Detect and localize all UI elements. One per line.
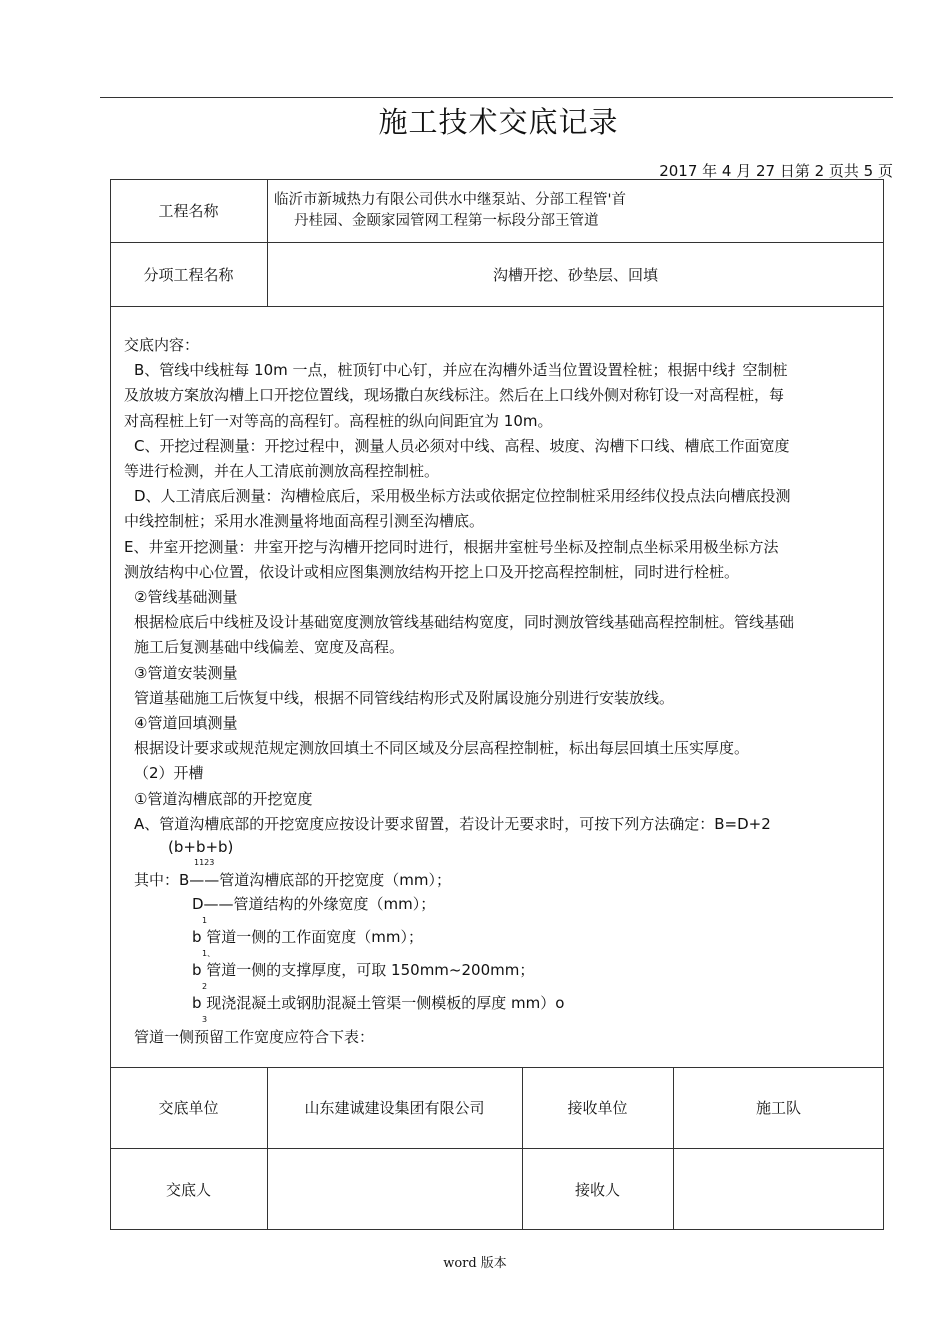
content-paragraph: 测放结构中心位置，依设计或相应图集测放结构开挖上口及开挖高程控制桩，同时进行栓桩。 bbox=[124, 562, 740, 581]
document-title: 施工技术交底记录 bbox=[378, 105, 619, 139]
receiver-unit-value: 施工队 bbox=[755, 1099, 801, 1117]
definition-line: b 管道一侧的支撑厚度，可取 150mm~200mm； bbox=[192, 961, 535, 980]
issuer-person-label: 交底人 bbox=[165, 1180, 211, 1199]
project-name-line-2: 丹桂园、金颐家园管网工程第一标段分部王管道 bbox=[294, 213, 599, 229]
project-name-label: 工程名称 bbox=[158, 202, 219, 220]
definition-subscript: 2 bbox=[202, 982, 208, 992]
content-paragraph: E、井室开挖测量：井室开挖与沟槽开挖同时进行，根据井室桩号坐标及控制点坐标采用极坐标方法 bbox=[124, 537, 779, 556]
section-heading: ③管道安装测量 bbox=[134, 663, 238, 682]
formula-term: (b+b+b) bbox=[168, 838, 234, 857]
issuer-person-value bbox=[267, 1148, 522, 1230]
project-name-value bbox=[274, 190, 626, 232]
content-paragraph: B、管线中线桩每 10m 一点，桩顶钉中心钉，并应在沟槽外适当位置设置栓桩；根据中线扌空制桩 bbox=[134, 361, 788, 380]
row-divider-2 bbox=[110, 306, 884, 307]
receiver-person-value bbox=[673, 1148, 884, 1230]
content-paragraph: A、管道沟槽底部的开挖宽度应按设计要求留置，若设计无要求时，可按下列方法确定：B=D+2 bbox=[134, 814, 771, 833]
definition-line: 其中：B——管道沟槽底部的开挖宽度（mm）； bbox=[134, 871, 452, 890]
definition-line: b 管道一侧的工作面宽度（mm）； bbox=[192, 928, 424, 947]
section-heading: ①管道沟槽底部的开挖宽度 bbox=[134, 789, 313, 808]
issuer-unit-label: 交底单位 bbox=[158, 1099, 219, 1117]
content-paragraph: 及放坡方案放沟槽上口开挖位置线，现场撒白灰线标注。然后在上口线外侧对称钉设一对高程桩，每 bbox=[124, 386, 785, 405]
subproject-name-label: 分项工程名称 bbox=[143, 265, 234, 284]
content-heading: 交底内容： bbox=[124, 336, 200, 354]
content-paragraph: 根据设计要求或规范规定测放回填土不同区域及分层高程控制桩，标出每层回填土压实厚度。 bbox=[134, 739, 750, 758]
content-paragraph: 管道一侧预留工作宽度应符合下表： bbox=[134, 1028, 375, 1047]
definition-line: D——管道结构的外缘宽度（mm）； bbox=[192, 895, 436, 914]
definition-line: b 现浇混凝土或钢肋混凝土管渠一侧模板的厚度 mm）o bbox=[192, 994, 565, 1013]
content-paragraph: 施工后复测基础中线偏差、宽度及高程。 bbox=[134, 638, 405, 657]
project-name-line-1: 临沂市新城热力有限公司供水中继泵站、分部工程管'首 bbox=[274, 192, 626, 208]
definition-subscript: 1、 bbox=[202, 949, 216, 959]
section-heading: ④管道回填测量 bbox=[134, 714, 238, 733]
content-paragraph: C、开挖过程测量：开挖过程中，测量人员必须对中线、高程、坡度、沟槽下口线、槽底工作面宽度 bbox=[134, 436, 790, 455]
header-rule bbox=[100, 97, 893, 98]
formula-subscript: 1123 bbox=[194, 858, 215, 868]
content-paragraph: 根据检底后中线桩及设计基础宽度测放管线基础结构宽度，同时测放管线基础高程控制桩。管线基础 bbox=[134, 613, 795, 632]
briefing-content bbox=[124, 333, 880, 1050]
content-paragraph: 管道基础施工后恢复中线，根据不同管线结构形式及附属设施分别进行安装放线。 bbox=[134, 688, 675, 707]
definition-subscript: 1 bbox=[202, 916, 208, 926]
receiver-unit-label: 接收单位 bbox=[567, 1099, 628, 1117]
content-paragraph: 对高程桩上钉一对等高的高程钉。高程桩的纵向间距宜为 10m。 bbox=[124, 411, 553, 430]
content-paragraph: 中线控制桩；采用水准测量将地面高程引测至沟槽底。 bbox=[124, 512, 485, 531]
section-heading: ②管线基础测量 bbox=[134, 588, 238, 607]
subproject-name-value: 沟槽开挖、砂垫层、回填 bbox=[492, 265, 658, 284]
section-heading: （2）开槽 bbox=[134, 764, 204, 783]
content-paragraph: D、人工清底后测量：沟槽检底后，采用极坐标方法或依据定位控制桩采用经纬仪投点法向槽底投测 bbox=[134, 487, 791, 506]
date-page-line: 2017 年 4 月 27 日第 2 页共 5 页 bbox=[659, 162, 893, 180]
content-paragraph: 等进行检测，并在人工清底前测放高程控制桩。 bbox=[124, 462, 440, 481]
receiver-person-label: 接收人 bbox=[574, 1180, 620, 1199]
issuer-unit-value: 山东建诚建设集团有限公司 bbox=[304, 1099, 485, 1117]
page-footer: word 版本 bbox=[443, 1256, 507, 1271]
definition-subscript: 3 bbox=[202, 1015, 208, 1025]
